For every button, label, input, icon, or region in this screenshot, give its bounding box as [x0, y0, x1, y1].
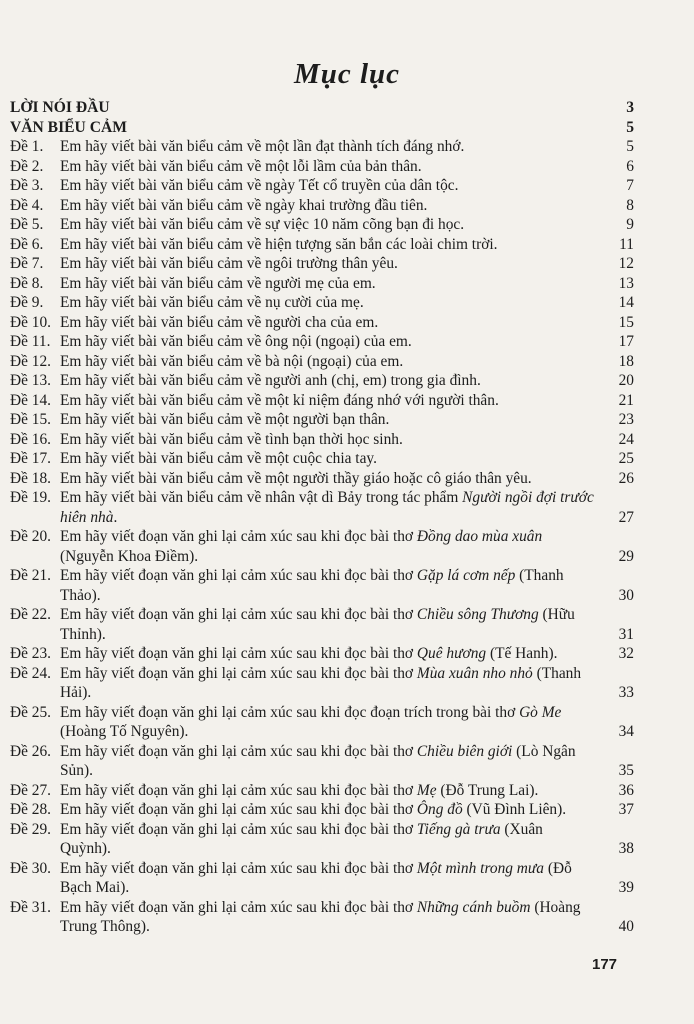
- toc-entry-text: [60, 371, 594, 391]
- toc-page-number: 27: [618, 508, 634, 526]
- toc-entry-prompt: Em hãy viết đoạn văn ghi lại cảm xúc sau khi đọc bài thơ: [60, 742, 417, 760]
- toc-entry[interactable]: [10, 469, 634, 489]
- toc-page-number: 29: [618, 547, 634, 565]
- toc-entry-prompt: Em hãy viết đoạn văn ghi lại cảm xúc sau khi đọc bài thơ: [60, 645, 417, 662]
- toc-entry-text: [60, 235, 594, 255]
- toc-entry[interactable]: [10, 742, 634, 781]
- toc-page-number: 25: [618, 450, 634, 467]
- toc-entry-author: (Hoàng Tố Nguyên).: [60, 723, 189, 740]
- toc-entry-number: Đề 18.: [10, 469, 52, 487]
- toc-entry-number: Đề 11.: [10, 333, 51, 350]
- toc-page-number: 12: [618, 255, 634, 272]
- toc-entry-text: [60, 332, 594, 352]
- toc-entry-author: (Nguyễn Khoa Điềm).: [60, 547, 199, 565]
- toc-entry-prompt: Em hãy viết đoạn văn ghi lại cảm xúc sau khi đọc bài thơ: [60, 664, 417, 682]
- toc-entry[interactable]: [10, 488, 634, 527]
- toc-entry-number: Đề 13.: [10, 372, 52, 389]
- toc-entry[interactable]: [10, 254, 634, 274]
- toc-entry-prompt: Em hãy viết bài văn biểu cảm về một kỉ niệm đáng nhớ với người thân.: [60, 391, 499, 409]
- toc-page-number: 24: [618, 430, 634, 448]
- toc-entry[interactable]: [10, 332, 634, 352]
- toc-entry-number: Đề 17.: [10, 450, 52, 467]
- toc-page-number: 32: [618, 645, 634, 662]
- toc-entry-number: Đề 8.: [10, 274, 44, 292]
- toc-page-number: 6: [626, 157, 634, 175]
- toc-page-number: 9: [626, 216, 634, 233]
- toc-entry-number: Đề 3.: [10, 177, 44, 194]
- toc-entry[interactable]: [10, 196, 634, 216]
- toc-page-number: 35: [618, 762, 634, 779]
- toc-entry-text: [60, 449, 594, 469]
- toc-entry[interactable]: [10, 371, 634, 391]
- toc-entry-number: Đề 5.: [10, 216, 44, 233]
- toc-entry-prompt: Em hãy viết bài văn biểu cảm về một cuộc chia tay.: [60, 450, 377, 467]
- toc-entry-prompt: Em hãy viết bài văn biểu cảm về tình bạn thời học sinh.: [60, 430, 403, 448]
- toc-entry[interactable]: [10, 430, 634, 450]
- toc-entry-number: Đề 9.: [10, 294, 44, 311]
- toc-entry-number: Đề 26.: [10, 742, 52, 760]
- toc-entry-number: Đề 27.: [10, 781, 52, 799]
- toc-entry-number: Đề 28.: [10, 801, 52, 818]
- toc-entry-text: [60, 605, 594, 644]
- toc-entry[interactable]: [10, 215, 634, 235]
- toc-entry-number: Đề 6.: [10, 235, 44, 253]
- toc-entry-text: [60, 703, 594, 742]
- toc-entry-prompt: Em hãy viết bài văn biểu cảm về một người bạn thân.: [60, 411, 390, 428]
- toc-entry-work-title: Những cánh buồm: [416, 898, 531, 916]
- toc-entry[interactable]: [10, 703, 634, 742]
- toc-entry-text: [60, 196, 594, 216]
- toc-entry[interactable]: [10, 235, 634, 255]
- toc-entry-work-title: Mùa xuân nho nhỏ: [416, 664, 533, 682]
- toc-entry-prompt: Em hãy viết đoạn văn ghi lại cảm xúc sau khi đọc bài thơ: [60, 820, 417, 838]
- toc-entry-prompt: Em hãy viết đoạn văn ghi lại cảm xúc sau khi đọc bài thơ: [60, 567, 417, 584]
- toc-entry[interactable]: [10, 391, 634, 411]
- toc-entry[interactable]: [10, 605, 634, 644]
- toc-entry-text: [60, 157, 594, 177]
- toc-page-number: 13: [618, 274, 634, 292]
- toc-entry-prompt: Em hãy viết bài văn biểu cảm về nhân vật dì Bảy trong tác phẩm: [60, 489, 463, 506]
- toc-entry-number: Đề 31.: [10, 898, 52, 916]
- toc-entry-author: (Xuân Quỳnh).: [60, 820, 543, 857]
- toc-entry-prompt: Em hãy viết bài văn biểu cảm về nụ cười của mẹ.: [60, 294, 364, 311]
- toc-page-number: 8: [626, 196, 634, 214]
- toc-entry-number: Đề 16.: [10, 430, 52, 448]
- toc-page-number: 37: [618, 801, 634, 818]
- toc-entry-number: Đề 12.: [10, 352, 52, 370]
- toc-entry-prompt: Em hãy viết đoạn văn ghi lại cảm xúc sau khi đọc bài thơ: [60, 606, 417, 623]
- toc-entry[interactable]: [10, 898, 634, 937]
- toc-entry[interactable]: [10, 313, 634, 333]
- toc-entry-text: [60, 898, 594, 937]
- page-title: Mục lục: [293, 58, 401, 90]
- toc-page-number: 23: [618, 411, 634, 428]
- toc-entry-prompt: Em hãy viết bài văn biểu cảm về người mẹ của em.: [60, 274, 376, 292]
- toc-entry-work-title: Gặp lá cơm nếp: [416, 567, 516, 584]
- toc-entry[interactable]: [10, 566, 634, 605]
- toc-entry-text: [60, 469, 594, 489]
- toc-entry-number: Đề 15.: [10, 411, 52, 428]
- toc-entry[interactable]: [10, 293, 634, 313]
- toc-entry-text: [60, 176, 594, 196]
- toc-entry-text: [60, 781, 594, 801]
- toc-entry-author: (Hoàng Trung Thông).: [60, 898, 581, 935]
- toc-entry-author: (Thanh Thảo).: [60, 567, 564, 604]
- toc-entry-text: [60, 430, 594, 450]
- toc-entry-prompt: Em hãy viết đoạn văn ghi lại cảm xúc sau khi đọc bài thơ: [60, 898, 417, 916]
- toc-heading-text: LỜI NÓI ĐẦU: [10, 99, 110, 116]
- toc-entry-number: Đề 29.: [10, 820, 52, 838]
- toc-entry-work-title: Chiều biên giới: [416, 742, 513, 760]
- toc-page-number: 5: [626, 118, 634, 136]
- toc-entry-number: Đề 2.: [10, 157, 44, 175]
- toc-entry-text: [60, 800, 594, 820]
- toc-entry-text: [60, 254, 594, 274]
- toc-entry[interactable]: [10, 157, 634, 177]
- toc-entry-author: (Đỗ Bạch Mai).: [60, 859, 572, 896]
- toc-page-number: 14: [618, 294, 634, 311]
- toc-page-number: 39: [618, 879, 634, 896]
- toc-entry-text: [60, 410, 594, 430]
- toc-heading-expressive-writing[interactable]: [10, 118, 634, 138]
- toc-entry-number: Đề 4.: [10, 196, 44, 214]
- toc-heading-foreword[interactable]: [10, 98, 634, 118]
- toc-entry-prompt: Em hãy viết đoạn văn ghi lại cảm xúc sau khi đọc bài thơ: [60, 781, 417, 799]
- toc-entry-text: [60, 137, 594, 157]
- toc-entry[interactable]: [10, 410, 634, 430]
- toc-entry-text: [60, 293, 594, 313]
- toc-page-number: 5: [626, 138, 634, 155]
- toc-entry-number: Đề 7.: [10, 255, 44, 272]
- toc-entry-work-title: Chiều sông Thương: [416, 606, 539, 623]
- toc-entry-prompt: Em hãy viết bài văn biểu cảm về bà nội (ngoại) của em.: [60, 352, 404, 370]
- page-number: 177: [592, 956, 618, 973]
- toc-entry[interactable]: [10, 664, 634, 703]
- toc-entry[interactable]: [10, 352, 634, 372]
- toc-entry-number: Đề 23.: [10, 645, 52, 662]
- toc-page-number: 3: [626, 99, 634, 116]
- toc-entry-work-title: Mẹ: [416, 781, 437, 799]
- toc-entry-text: [60, 527, 594, 566]
- toc-entry-prompt: Em hãy viết bài văn biểu cảm về ông nội (ngoại) của em.: [60, 333, 412, 350]
- toc-entry-prompt: Em hãy viết bài văn biểu cảm về hiện tượng săn bắn các loài chim trời.: [60, 235, 498, 253]
- toc-entry-author: (Tế Hanh).: [486, 645, 558, 662]
- toc-entry-text: [60, 274, 594, 294]
- toc-entry-prompt: Em hãy viết đoạn văn ghi lại cảm xúc sau khi đọc bài thơ: [60, 801, 417, 818]
- toc-entry[interactable]: [10, 859, 634, 898]
- toc-entry-author: (Lò Ngân Sủn).: [60, 742, 576, 779]
- toc-entry-prompt: Em hãy viết bài văn biểu cảm về một người thầy giáo hoặc cô giáo thân yêu.: [60, 469, 532, 487]
- toc-entry[interactable]: [10, 644, 634, 664]
- toc-entry-text: [60, 664, 594, 703]
- toc-entry-prompt: Em hãy viết đoạn văn ghi lại cảm xúc sau khi đọc bài thơ: [60, 859, 417, 877]
- toc-entry-prompt: Em hãy viết bài văn biểu cảm về ngôi trường thân yêu.: [60, 255, 398, 272]
- toc-entry[interactable]: [10, 176, 634, 196]
- toc-entry-number: Đề 25.: [10, 703, 52, 721]
- toc-entry-text: [60, 859, 594, 898]
- toc-entry-work-title: Ông đồ: [416, 801, 463, 818]
- toc-entry-prompt: Em hãy viết đoạn văn ghi lại cảm xúc sau khi đọc bài thơ: [60, 528, 417, 545]
- toc-entry-work-title: Gò Me: [519, 703, 562, 721]
- toc-page-number: 26: [618, 469, 634, 487]
- toc-entry[interactable]: [10, 781, 634, 801]
- toc-page-number: 7: [626, 177, 634, 194]
- toc-entry-author: (Đỗ Trung Lai).: [436, 781, 539, 799]
- toc-page-number: 31: [618, 625, 634, 643]
- toc-entry-prompt: Em hãy viết bài văn biểu cảm về một lần đạt thành tích đáng nhớ.: [60, 138, 465, 155]
- toc-page-number: 36: [618, 781, 634, 799]
- toc-entry-author: (Hữu Thỉnh).: [60, 606, 575, 643]
- toc-page-number: 30: [618, 586, 634, 604]
- toc-entry-number: Đề 10.: [10, 313, 52, 331]
- toc-entry[interactable]: [10, 274, 634, 294]
- toc-entry-text: [60, 742, 594, 781]
- toc-entry-prompt: Em hãy viết bài văn biểu cảm về người anh (chị, em) trong gia đình.: [60, 372, 481, 389]
- toc-entry-author: (Thanh Hải).: [60, 664, 582, 701]
- toc-entry-prompt: Em hãy viết bài văn biểu cảm về một lỗi lầm của bản thân.: [60, 157, 422, 175]
- toc-entry[interactable]: [10, 527, 634, 566]
- toc-entry-text: [60, 391, 594, 411]
- toc-entry-work-title: Đồng dao mùa xuân: [416, 528, 543, 545]
- toc-entry-number: Đề 21.: [10, 567, 52, 584]
- toc-entry-text: [60, 820, 594, 859]
- toc-entry-number: Đề 20.: [10, 528, 52, 545]
- toc-entry-number: Đề 14.: [10, 391, 52, 409]
- toc-entry-number: Đề 1.: [10, 138, 44, 155]
- toc-entry-number: Đề 24.: [10, 664, 52, 682]
- toc-entry-work-title: Quê hương: [416, 645, 487, 662]
- toc-entry-text: [60, 566, 594, 605]
- toc-entry-work-title: Người ngồi đợi trước hiên nhà: [60, 489, 594, 526]
- toc-entry-work-title: Một mình trong mưa: [416, 859, 545, 877]
- toc-page-number: 21: [618, 391, 634, 409]
- toc-entry-prompt: Em hãy viết bài văn biểu cảm về sự việc 10 năm cõng bạn đi học.: [60, 216, 465, 233]
- toc-entry-prompt: Em hãy viết bài văn biểu cảm về ngày Tết cổ truyền của dân tộc.: [60, 177, 459, 194]
- toc-entry-prompt: Em hãy viết bài văn biểu cảm về ngày khai trường đầu tiên.: [60, 196, 428, 214]
- toc-entry-number: Đề 30.: [10, 859, 52, 877]
- toc-entry-prompt: Em hãy viết bài văn biểu cảm về người cha của em.: [60, 313, 379, 331]
- toc-page-number: 20: [618, 372, 634, 389]
- toc-page-number: 38: [618, 840, 634, 857]
- toc-page-number: 15: [618, 313, 634, 331]
- toc-entry[interactable]: [10, 137, 634, 157]
- toc-entry-text: [60, 313, 594, 333]
- toc-page-number: 11: [619, 235, 634, 253]
- toc-entry-text: [60, 215, 594, 235]
- toc-page-number: 18: [618, 352, 634, 370]
- toc-entry-number: Đề 19.: [10, 489, 52, 506]
- toc-page-number: 33: [618, 684, 634, 701]
- toc-entry[interactable]: [10, 800, 634, 820]
- toc-entry-text: [60, 644, 594, 664]
- toc-entry-text: [60, 488, 594, 527]
- toc-entry[interactable]: [10, 449, 634, 469]
- toc-page-number: 40: [618, 918, 634, 935]
- toc-entry-work-title: Tiếng gà trưa: [416, 820, 501, 838]
- toc-entry-prompt: Em hãy viết đoạn văn ghi lại cảm xúc sau khi đọc đoạn trích trong bài thơ: [60, 703, 520, 721]
- toc-entry-text: [60, 352, 594, 372]
- toc-heading-text: VĂN BIỂU CẢM: [10, 118, 127, 136]
- toc-entry[interactable]: [10, 820, 634, 859]
- toc-entry-author: (Vũ Đình Liên).: [462, 801, 567, 818]
- toc-page-number: 34: [618, 723, 634, 740]
- toc-entry-list: [10, 137, 634, 937]
- table-of-contents: [10, 98, 634, 937]
- toc-page-number: 17: [618, 333, 634, 350]
- toc-entry-number: Đề 22.: [10, 606, 52, 623]
- toc-entry-author: .: [113, 508, 118, 526]
